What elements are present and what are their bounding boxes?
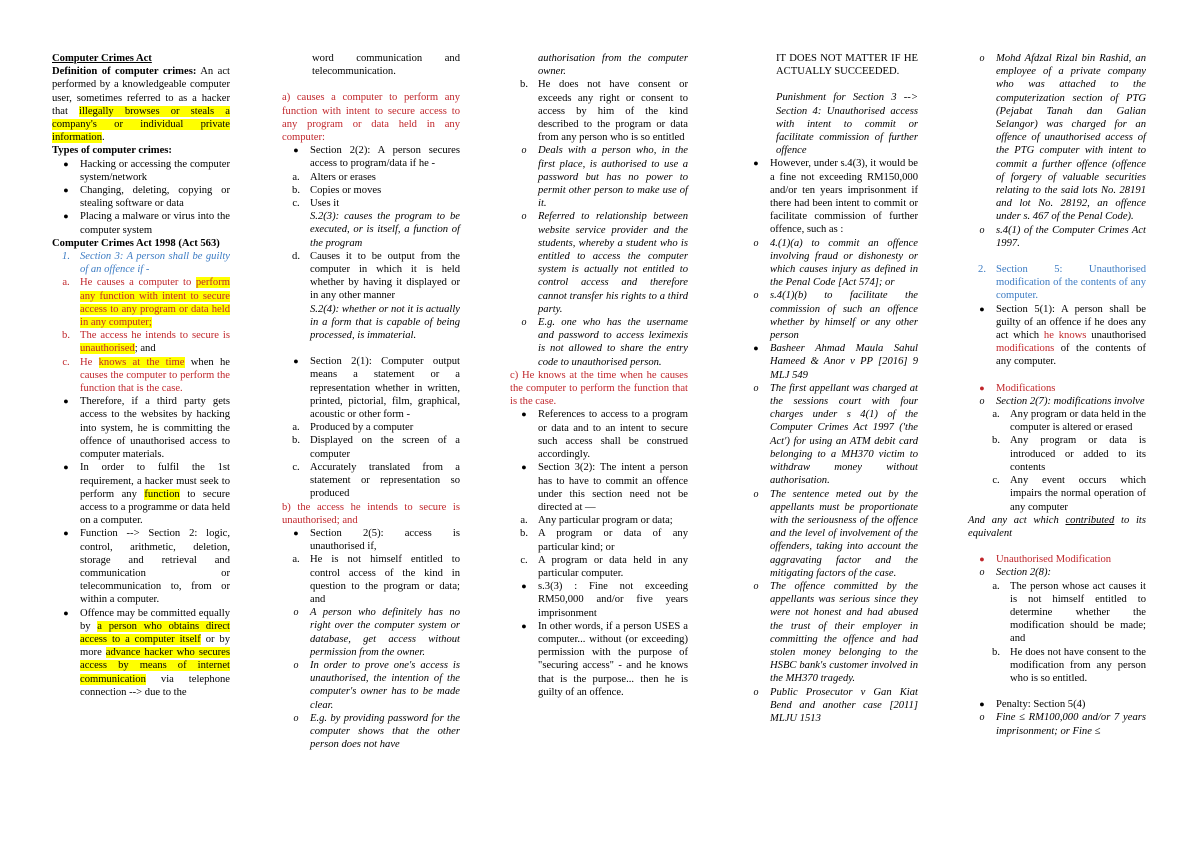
- bullet-icon: ●: [63, 158, 69, 169]
- circle-bullet-icon: o: [521, 145, 527, 157]
- continued-text: word communication and telecommunication.: [312, 53, 460, 78]
- list-item: ● Section 2(5): access is unauthorised if,: [282, 527, 460, 553]
- list-item: ● Unauthorised Modification: [968, 553, 1146, 566]
- act-heading: Computer Crimes Act 1998 (Act 563): [52, 237, 220, 249]
- list-item: o The offence committed by the appellants was serious since they were not honest and had abused the trust of their employer in committing the offence and had stolen money belonging to the HSBC bank's customer involved in the MH370 tragedy.: [742, 580, 918, 686]
- continued-text: authorisation from the computer owner.: [538, 53, 688, 78]
- list-item: o E.g. one who has the username and password to access leximexis is not allowed to share the entry code to unauthorised person.: [510, 316, 688, 369]
- list-item: ● Section 2(1): Computer output means a statement or a representation whether in written, printed, pictorial, film, graphical, acoustic or other form -: [282, 355, 460, 421]
- list-item: o Mohd Afdzal Rizal bin Rashid, an employee of a private company who was attached to the computerization section of PTG (Pejabat Tanah dan Galian Selangor) was charged for an offence of unauthorised access of the PTG computer with intent to commit a further offence (offence of forgery of valuable securities relating to the said lots No. 28191 and lot No. 28192, an offence under s. 467 of the Penal Code).: [968, 52, 1146, 224]
- list-item: ● s.3(3) : Fine not exceeding RM50,000 and/or five years imprisonment: [510, 580, 688, 620]
- column-3: [510, 52, 688, 699]
- circle-bullet-icon: o: [753, 237, 759, 249]
- list-item: ● Section 3(2): The intent a person has to have to commit an offence under this section need not be directed at —: [510, 461, 688, 514]
- bullet-icon: ●: [753, 158, 759, 169]
- list-item: ● In order to fulfil the 1st requirement, a hacker must seek to perform any function to secure access to a programme or data held on a computer.: [52, 461, 230, 527]
- bullet-icon: ●: [979, 382, 985, 393]
- bullet-icon: ●: [979, 699, 985, 710]
- section-3-heading: 1. Section 3: A person shall be guilty of an offence if -: [62, 251, 230, 276]
- list-item: ● Offence may be committed equally by a person who obtains direct access to a computer itself or by more advance hacker who secures access by means of internet communication via telephone connection --> due to the: [52, 607, 230, 699]
- list-item: o The first appellant was charged at the sessions court with four charges under s 4(1) of the Computer Crimes Act 1997 ('the Act') for using an ATM debit card belonging to a MH370 victim to withdraw money without authorisation.: [742, 382, 918, 488]
- bullet-icon: ●: [63, 528, 69, 539]
- list-item: o Deals with a person who, in the first place, is authorised to use a password but has no power to permit other person to make use of it.: [510, 144, 688, 210]
- note-text: S.2(4): whether or not it is actually in a form that is capable of being processed, is immaterial.: [310, 303, 460, 342]
- circle-bullet-icon: o: [979, 712, 985, 724]
- emphasis-text: IT DOES NOT MATTER IF HE ACTUALLY SUCCEEDED.: [776, 53, 918, 78]
- list-item: o s.4(1) of the Computer Crimes Act 1997.: [968, 224, 1146, 250]
- circle-bullet-icon: o: [753, 580, 759, 592]
- list-item: a. Alters or erases: [292, 171, 376, 183]
- bullet-icon: ●: [979, 303, 985, 314]
- bullet-icon: ●: [979, 554, 985, 565]
- list-item: ● Penalty: Section 5(4): [968, 698, 1146, 711]
- list-item: c. Accurately translated from a statement or representation so produced: [292, 461, 460, 500]
- list-item: a. Any program or data held in the computer is altered or erased: [992, 409, 1146, 434]
- list-item: b. He does not have consent to the modification from any person who is so entitled.: [992, 646, 1146, 684]
- list-item: o Referred to relationship between website service provider and the students, whereby a student who is entitled to access the computer system is actually not entitled to control access and therefore cannot transfer his rights to a third party.: [510, 210, 688, 316]
- list-item: ● Hacking or accessing the computer system/network: [52, 158, 230, 184]
- subheading-c: c) He knows at the time when he causes the computer to perform the function that is the case.: [510, 369, 688, 408]
- list-item: ● Changing, deleting, copying or stealing software or data: [52, 184, 230, 210]
- list-item: a. Produced by a computer: [292, 422, 414, 434]
- list-item: ● Basheer Ahmad Maula Sahul Hameed & Anor v PP [2016] 9 MLJ 549: [742, 342, 918, 382]
- list-item: b. Displayed on the screen of a computer: [292, 435, 460, 460]
- column-2: [282, 52, 460, 751]
- types-heading: Types of computer crimes:: [52, 145, 172, 157]
- list-item: b. The access he intends to secure is unauthorised; and: [62, 330, 230, 355]
- list-item: ● Placing a malware or virus into the computer system: [52, 210, 230, 236]
- list-item: ● Section 2(2): A person secures access to program/data if he -: [282, 144, 460, 170]
- list-item: o Section 2(7): modifications involve: [968, 395, 1146, 408]
- bullet-icon: ●: [63, 462, 69, 473]
- list-item: o Public Prosecutor v Gan Kiat Bend and another case [2011] MLJU 1513: [742, 686, 918, 726]
- list-item: o Fine ≤ RM100,000 and/or 7 years imprisonment; or Fine ≤: [968, 711, 1146, 737]
- list-item: b. A program or data of any particular kind; or: [520, 528, 688, 553]
- list-item: ● In other words, if a person USES a computer... without (or exceeding) permission with the purpose of "securing access" - and he knows that is the purpose... then he is guilty of an offence.: [510, 620, 688, 699]
- list-item: a. He causes a computer to perform any function with intent to secure access to any program or data held in any computer;: [62, 277, 230, 329]
- list-item: a. Any particular program or data;: [520, 515, 673, 527]
- punishment-heading: Punishment for Section 3 --> Section 4: Unauthorised access with intent to commit or facilitate commission of further offence: [776, 92, 918, 157]
- circle-bullet-icon: o: [979, 53, 985, 64]
- bullet-icon: ●: [521, 409, 527, 420]
- circle-bullet-icon: o: [753, 290, 759, 302]
- circle-bullet-icon: o: [979, 395, 985, 407]
- circle-bullet-icon: o: [293, 712, 299, 724]
- list-item: o A person who definitely has no right over the computer system or database, get access without permission from the owner.: [282, 606, 460, 659]
- column-1: [52, 52, 230, 699]
- equivalent-text: And any act which contributed to its equivalent: [968, 514, 1146, 539]
- list-item: d. Causes it to be output from the computer in which it is held whether by having it displayed or in any other manner: [292, 250, 460, 302]
- circle-bullet-icon: o: [293, 607, 299, 619]
- bullet-icon: ●: [63, 607, 69, 618]
- list-item: o The sentence meted out by the appellants must be proportionate with the seriousness of the offence and the level of involvement of the offenders, taking into account the aggravating factor and the mitigating factors of the case.: [742, 488, 918, 580]
- bullet-icon: ●: [293, 145, 299, 156]
- list-item: o 4.(1)(a) to commit an offence involving fraud or dishonesty or which causes injury as defined in the Penal Code [Act 574]; or: [742, 237, 918, 290]
- circle-bullet-icon: o: [521, 317, 527, 329]
- list-item: ● References to access to a program or data and to an intent to secure such access shall be construed accordingly.: [510, 408, 688, 461]
- section-5-heading: 2. Section 5: Unauthorised modification of the contents of any computer.: [978, 264, 1146, 302]
- subheading-b: b) the access he intends to secure is unauthorised; and: [282, 501, 460, 526]
- bullet-icon: ●: [293, 527, 299, 538]
- bullet-icon: ●: [63, 185, 69, 196]
- bullet-icon: ●: [521, 581, 527, 592]
- list-item: c. He knows at the time when he causes the computer to perform the function that is the case.: [62, 356, 230, 395]
- circle-bullet-icon: o: [753, 382, 759, 394]
- definition-paragraph: Definition of computer crimes: An act performed by a knowledgeable computer user, sometimes referred to as a hacker that illegally browses or steals a company's or individual private information.: [52, 66, 230, 144]
- list-item: c. Uses it: [292, 198, 340, 210]
- bullet-icon: ●: [521, 462, 527, 473]
- column-5: [968, 52, 1146, 738]
- list-item: ● Modifications: [968, 382, 1146, 395]
- list-item: c. A program or data held in any particular computer.: [520, 554, 688, 579]
- column-4: [742, 52, 918, 725]
- circle-bullet-icon: o: [521, 211, 527, 223]
- list-item: c. Any event occurs which impairs the normal operation of any computer: [992, 475, 1146, 513]
- list-item: ● Function --> Section 2: logic, control, arithmetic, deletion, storage and retrieval and communication or telecommunication to, from or within a computer.: [52, 527, 230, 606]
- list-item: o s.4(1)(b) to facilitate the commission of such an offence whether by himself or any other person: [742, 289, 918, 342]
- doc-title: Computer Crimes Act: [52, 53, 152, 64]
- bullet-icon: ●: [293, 356, 299, 367]
- list-item: o Section 2(8):: [968, 566, 1146, 579]
- bullet-icon: ●: [63, 211, 69, 222]
- subheading-a: a) causes a computer to perform any function with intent to secure access to any program or data held in any computer:: [282, 92, 460, 144]
- list-item: o In order to prove one's access is unauthorised, the intention of the computer's owner has to be made clear.: [282, 659, 460, 712]
- list-item: b. Any program or data is introduced or added to its contents: [992, 435, 1146, 473]
- note-text: S.2(3): causes the program to be executed, or is itself, a function of the program: [310, 211, 460, 249]
- list-item: ● Section 5(1): A person shall be guilty of an offence if he does any act which he knows unauthorised modifications of the contents of any computer.: [968, 303, 1146, 369]
- circle-bullet-icon: o: [979, 567, 985, 579]
- circle-bullet-icon: o: [753, 686, 759, 698]
- bullet-icon: ●: [521, 620, 527, 631]
- list-item: a. The person whose act causes it is not himself entitled to determine whether the modification should be made; and: [992, 580, 1146, 645]
- list-item: a. He is not himself entitled to control access of the kind in question to the program or data; and: [292, 554, 460, 605]
- bullet-icon: ●: [63, 396, 69, 407]
- list-item: b. Copies or moves: [292, 184, 382, 196]
- circle-bullet-icon: o: [753, 488, 759, 500]
- list-item: ● However, under s.4(3), it would be a fine not exceeding RM150,000 and/or ten years imprisonment if there had been intent to commit or facilitate commission of further offence, such as :: [742, 157, 918, 236]
- circle-bullet-icon: o: [293, 659, 299, 671]
- list-item: ● Therefore, if a third party gets access to the websites by hacking into system, he is committing the offence of unauthorised access to computer materials.: [52, 395, 230, 461]
- bullet-icon: ●: [753, 343, 759, 354]
- list-item: o E.g. by providing password for the computer shows that the other person does not have: [282, 712, 460, 752]
- list-item: b. He does not have consent or exceeds any right or consent to access by him of the kind described to the program or data from any person who is so entitled: [520, 79, 688, 144]
- circle-bullet-icon: o: [979, 224, 985, 236]
